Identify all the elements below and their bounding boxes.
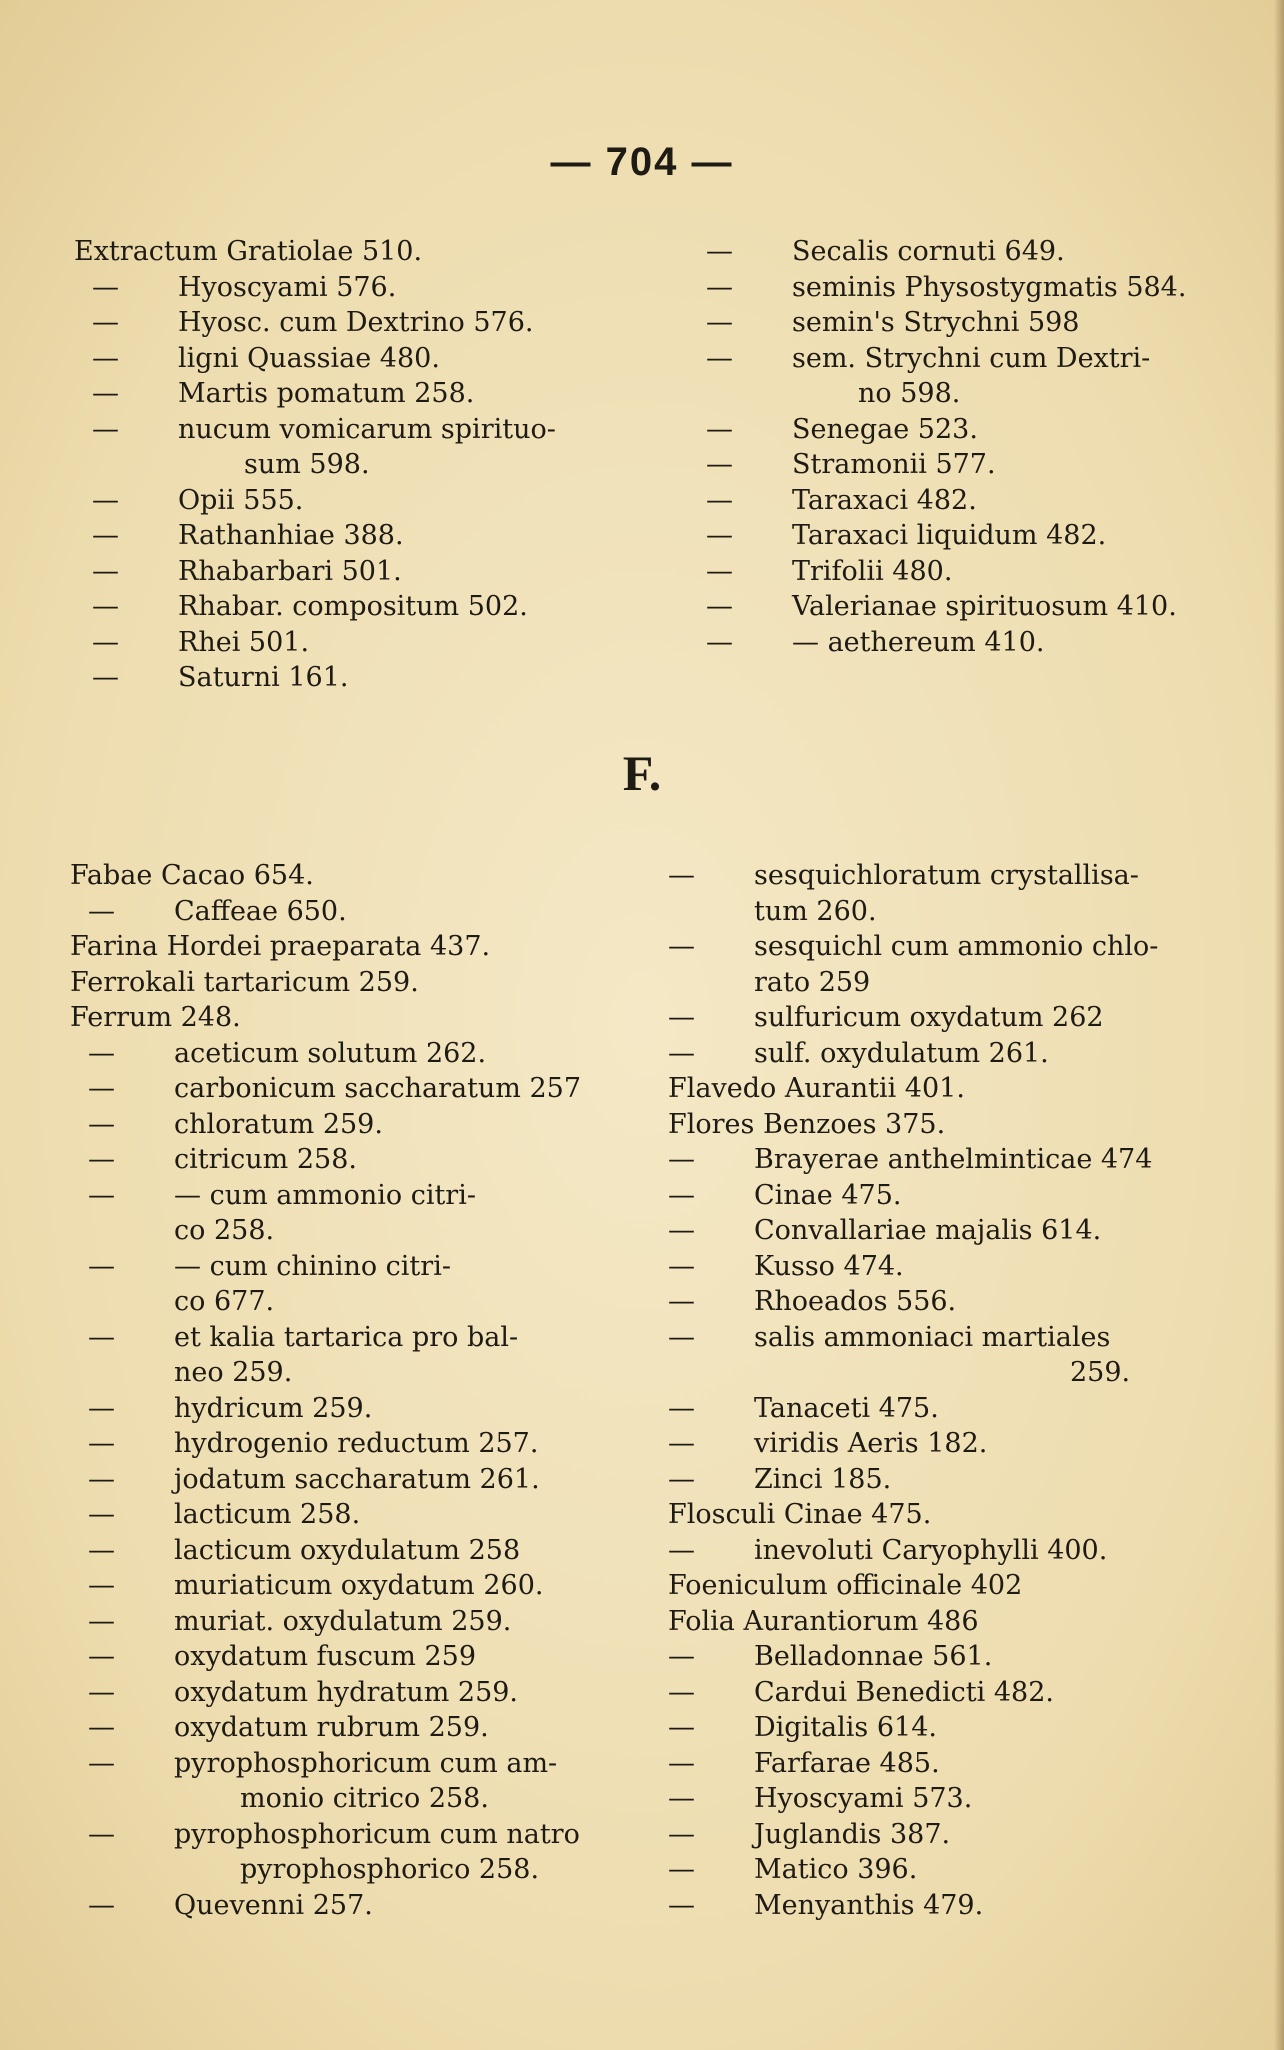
index-line xyxy=(706,270,1192,306)
index-entry-text: lacticum oxydulatum 258 xyxy=(174,1534,521,1566)
index-dash: — xyxy=(92,307,119,338)
index-line xyxy=(70,1675,590,1711)
index-entry-text: sem. Strychni cum Dextri- xyxy=(792,342,1151,374)
index-entry-text: carbonicum saccharatum 257 xyxy=(174,1073,582,1104)
index-line xyxy=(668,965,1192,1001)
index-dash: — xyxy=(92,662,119,693)
index-line xyxy=(668,1284,1192,1320)
index-entry-text: viridis Aeris 182. xyxy=(754,1428,988,1459)
index-entry-text: Quevenni 257. xyxy=(174,1889,373,1921)
index-line xyxy=(668,1852,1192,1888)
index-line xyxy=(668,1036,1192,1072)
index-line xyxy=(706,412,1192,448)
index-dash: — xyxy=(706,236,733,267)
index-dash: — xyxy=(88,1605,115,1637)
page-edge-shadow xyxy=(1274,0,1284,2050)
index-line xyxy=(668,1249,1192,1285)
index-entry-text: Opii 555. xyxy=(178,484,304,516)
index-dash: — xyxy=(668,1712,695,1743)
index-line xyxy=(706,589,1192,625)
index-line xyxy=(70,1852,590,1888)
index-dash: — xyxy=(668,1250,695,1282)
index-line xyxy=(74,234,594,270)
index-line xyxy=(74,625,594,661)
index-line xyxy=(70,1568,590,1604)
index-line xyxy=(668,1426,1192,1462)
column-left-bottom xyxy=(70,858,590,1923)
index-entry-text: muriaticum oxydatum 260. xyxy=(174,1570,544,1601)
index-entry-text: — cum chinino citri- xyxy=(174,1250,451,1282)
index-entry-text: Trifolii 480. xyxy=(792,555,953,587)
index-entry-text: ligni Quassiae 480. xyxy=(178,342,440,374)
index-dash: — xyxy=(668,1641,695,1672)
index-line xyxy=(74,660,594,696)
index-line xyxy=(70,1462,590,1498)
index-dash: — xyxy=(668,1215,695,1246)
index-dash: — xyxy=(92,626,119,658)
index-dash: — xyxy=(668,1179,695,1211)
index-entry-text: Tanaceti 475. xyxy=(754,1392,939,1424)
index-entry-text: Rhabarbari 501. xyxy=(178,555,402,587)
index-line xyxy=(668,1142,1192,1178)
index-dash: — xyxy=(668,1037,695,1069)
index-dash: — xyxy=(706,520,733,551)
index-dash: — xyxy=(668,1676,695,1708)
index-line xyxy=(70,929,590,965)
index-dash: — xyxy=(88,1073,115,1104)
index-dash: — xyxy=(92,413,119,445)
index-entry-text: chloratum 259. xyxy=(174,1108,383,1140)
index-dash: — xyxy=(668,1321,695,1353)
index-dash: — xyxy=(88,1392,115,1424)
index-line xyxy=(668,1568,1192,1604)
index-dash: — xyxy=(88,1712,115,1743)
index-entry-text: Zinci 185. xyxy=(754,1463,892,1495)
index-line xyxy=(706,447,1192,483)
index-entry-text: Saturni 161. xyxy=(178,662,349,693)
index-line xyxy=(668,1781,1192,1817)
index-entry-text: Brayerae anthelminticae 474 xyxy=(754,1144,1153,1175)
index-line xyxy=(74,554,594,590)
index-line xyxy=(70,1000,590,1036)
index-entry-text: muriat. oxydulatum 259. xyxy=(174,1605,512,1637)
index-entry-text: Extractum Gratiolae 510. xyxy=(74,236,423,267)
index-line xyxy=(668,1746,1192,1782)
index-line xyxy=(70,1817,590,1853)
index-entry-text: Folia Aurantiorum 486 xyxy=(668,1605,979,1637)
index-line xyxy=(668,1533,1192,1569)
index-entry-text: salis ammoniaci martiales xyxy=(754,1321,1111,1353)
index-line xyxy=(668,1462,1192,1498)
index-line xyxy=(70,1036,590,1072)
index-entry-text: Valerianae spirituosum 410. xyxy=(792,591,1177,622)
index-line xyxy=(668,858,1192,894)
index-dash: — xyxy=(88,1428,115,1459)
index-dash: — xyxy=(668,1747,695,1779)
index-line xyxy=(74,305,594,341)
index-dash: — xyxy=(668,1534,695,1566)
index-entry-text: Flosculi Cinae 475. xyxy=(668,1499,932,1530)
index-line xyxy=(70,1888,590,1924)
index-dash: — xyxy=(668,860,695,891)
index-entry-text: hydricum 259. xyxy=(174,1392,373,1424)
index-entry-text: Menyanthis 479. xyxy=(754,1889,984,1921)
index-dash: — xyxy=(88,1889,115,1921)
index-entry-text: Hyosc. cum Dextrino 576. xyxy=(178,307,534,338)
index-dash: — xyxy=(668,1854,695,1885)
index-dash: — xyxy=(668,1889,695,1921)
index-entry-text: sulfuricum oxydatum 262 xyxy=(754,1002,1104,1033)
index-entry-text: Ferrum 248. xyxy=(70,1002,241,1033)
index-dash: — xyxy=(88,1641,115,1672)
index-line xyxy=(668,1888,1192,1924)
index-dash: — xyxy=(706,342,733,374)
index-line xyxy=(74,412,594,448)
index-line xyxy=(668,1355,1192,1391)
index-dash: — xyxy=(668,1392,695,1424)
index-dash: — xyxy=(668,1783,695,1814)
column-right-top xyxy=(706,234,1192,660)
index-dash: — xyxy=(668,931,695,962)
index-dash: — xyxy=(706,449,733,480)
index-line xyxy=(668,1639,1192,1675)
index-dash: — xyxy=(706,555,733,587)
index-entry-text: Fabae Cacao 654. xyxy=(70,860,314,891)
index-line xyxy=(70,1071,590,1107)
index-entry-text: Cardui Benedicti 482. xyxy=(754,1676,1054,1708)
index-entry-text: Matico 396. xyxy=(754,1854,918,1885)
index-line xyxy=(70,1533,590,1569)
index-line xyxy=(668,1213,1192,1249)
index-line xyxy=(70,1746,590,1782)
index-line xyxy=(706,341,1192,377)
index-entry-text: Hyoscyami 576. xyxy=(178,271,397,303)
index-dash: — xyxy=(88,1108,115,1140)
index-dash: — xyxy=(92,484,119,516)
index-entry-text: — cum ammonio citri- xyxy=(174,1179,476,1211)
index-line xyxy=(668,1320,1192,1356)
index-entry-text: Flavedo Aurantii 401. xyxy=(668,1073,965,1104)
index-entry-text: no 598. xyxy=(858,378,961,409)
index-line xyxy=(70,1107,590,1143)
index-line xyxy=(668,1817,1192,1853)
index-entry-text: Rhabar. compositum 502. xyxy=(178,591,528,622)
index-line xyxy=(74,270,594,306)
index-line xyxy=(706,483,1192,519)
index-entry-text: Digitalis 614. xyxy=(754,1712,937,1743)
index-dash: — xyxy=(92,342,119,374)
index-line xyxy=(668,1071,1192,1107)
index-entry-text: Caffeae 650. xyxy=(174,895,347,927)
column-right-bottom xyxy=(668,858,1192,1923)
index-dash: — xyxy=(88,1534,115,1566)
index-line xyxy=(706,234,1192,270)
index-entry-text: Flores Benzoes 375. xyxy=(668,1108,946,1140)
index-entry-text: neo 259. xyxy=(174,1357,293,1388)
index-dash: — xyxy=(668,1286,695,1317)
index-dash: — xyxy=(88,895,115,927)
index-entry-text: oxydatum rubrum 259. xyxy=(174,1712,489,1743)
index-entry-text: 259. xyxy=(1070,1357,1131,1388)
index-entry-text: Belladonnae 561. xyxy=(754,1641,993,1672)
index-entry-text: Martis pomatum 258. xyxy=(178,378,475,409)
index-dash: — xyxy=(88,1463,115,1495)
index-entry-text: inevoluti Caryophylli 400. xyxy=(754,1534,1108,1566)
index-entry-text: aceticum solutum 262. xyxy=(174,1037,487,1069)
index-dash: — xyxy=(706,484,733,516)
index-entry-text: Rathanhiae 388. xyxy=(178,520,404,551)
index-entry-text: — aethereum 410. xyxy=(792,626,1045,658)
index-entry-text: Hyoscyami 573. xyxy=(754,1783,973,1814)
index-line xyxy=(70,1249,590,1285)
index-line xyxy=(70,1497,590,1533)
index-entry-text: pyrophosphoricum cum am- xyxy=(174,1747,558,1779)
index-entry-text: Farfarae 485. xyxy=(754,1747,940,1779)
index-line xyxy=(668,929,1192,965)
index-dash: — xyxy=(88,1144,115,1175)
index-dash: — xyxy=(668,1144,695,1175)
index-line xyxy=(706,305,1192,341)
index-entry-text: co 258. xyxy=(174,1215,275,1246)
index-line xyxy=(70,1639,590,1675)
index-dash: — xyxy=(706,307,733,338)
index-entry-text: Cinae 475. xyxy=(754,1179,902,1211)
index-line xyxy=(70,1781,590,1817)
index-line xyxy=(70,1604,590,1640)
index-line xyxy=(70,1213,590,1249)
index-entry-text: Juglandis 387. xyxy=(754,1818,951,1850)
index-entry-text: Ferrokali tartaricum 259. xyxy=(70,966,419,998)
index-entry-text: sesquichl cum ammonio chlo- xyxy=(754,931,1159,962)
section-letter: F. xyxy=(622,745,662,801)
index-line xyxy=(668,1178,1192,1214)
index-dash: — xyxy=(88,1179,115,1211)
index-line xyxy=(70,1355,590,1391)
index-entry-text: semin's Strychni 598 xyxy=(792,307,1080,338)
index-line xyxy=(70,1142,590,1178)
index-entry-text: monio citrico 258. xyxy=(240,1783,489,1814)
index-dash: — xyxy=(88,1250,115,1282)
index-line xyxy=(706,554,1192,590)
index-line xyxy=(74,447,594,483)
index-entry-text: Farina Hordei praeparata 437. xyxy=(70,931,491,962)
index-entry-text: Foeniculum officinale 402 xyxy=(668,1570,1023,1601)
index-entry-text: sesquichloratum crystallisa- xyxy=(754,860,1139,891)
index-line xyxy=(668,1710,1192,1746)
index-dash: — xyxy=(668,1818,695,1850)
index-dash: — xyxy=(92,271,119,303)
index-line xyxy=(668,1604,1192,1640)
index-line xyxy=(70,1284,590,1320)
index-dash: — xyxy=(706,271,733,303)
index-entry-text: jodatum saccharatum 261. xyxy=(174,1463,540,1495)
index-line xyxy=(70,894,590,930)
index-dash: — xyxy=(668,1002,695,1033)
index-entry-text: hydrogenio reductum 257. xyxy=(174,1428,539,1459)
index-line xyxy=(74,376,594,412)
index-entry-text: sulf. oxydulatum 261. xyxy=(754,1037,1049,1069)
index-dash: — xyxy=(88,1037,115,1069)
index-entry-text: seminis Physostygmatis 584. xyxy=(792,271,1187,303)
index-line xyxy=(74,483,594,519)
index-line xyxy=(668,1391,1192,1427)
column-left-top xyxy=(74,234,594,696)
index-entry-text: pyrophosphorico 258. xyxy=(240,1854,540,1885)
index-entry-text: tum 260. xyxy=(754,895,877,927)
index-dash: — xyxy=(88,1747,115,1779)
index-entry-text: rato 259 xyxy=(754,966,871,998)
index-dash: — xyxy=(88,1818,115,1850)
index-dash: — xyxy=(92,555,119,587)
index-entry-text: Senegae 523. xyxy=(792,413,978,445)
index-entry-text: oxydatum fuscum 259 xyxy=(174,1641,477,1672)
index-entry-text: nucum vomicarum spirituo- xyxy=(178,413,556,445)
index-line xyxy=(70,1710,590,1746)
index-dash: — xyxy=(668,1463,695,1495)
index-entry-text: lacticum 258. xyxy=(174,1499,361,1530)
index-dash: — xyxy=(92,378,119,409)
index-line xyxy=(668,1675,1192,1711)
index-entry-text: co 677. xyxy=(174,1286,275,1317)
index-entry-text: Taraxaci 482. xyxy=(792,484,977,516)
index-line xyxy=(70,965,590,1001)
index-dash: — xyxy=(88,1321,115,1353)
index-line xyxy=(668,1497,1192,1533)
index-dash: — xyxy=(668,1428,695,1459)
index-entry-text: Secalis cornuti 649. xyxy=(792,236,1065,267)
index-entry-text: Rhei 501. xyxy=(178,626,310,658)
index-dash: — xyxy=(88,1499,115,1530)
index-line xyxy=(70,1178,590,1214)
index-entry-text: oxydatum hydratum 259. xyxy=(174,1676,519,1708)
index-dash: — xyxy=(706,413,733,445)
index-line xyxy=(668,894,1192,930)
index-line xyxy=(74,341,594,377)
index-dash: — xyxy=(88,1570,115,1601)
index-entry-text: sum 598. xyxy=(244,449,370,480)
index-entry-text: Kusso 474. xyxy=(754,1250,904,1282)
index-dash: — xyxy=(706,591,733,622)
index-dash: — xyxy=(92,520,119,551)
index-line xyxy=(70,1391,590,1427)
index-line xyxy=(70,858,590,894)
index-line xyxy=(668,1107,1192,1143)
index-line xyxy=(70,1320,590,1356)
page-number: — 704 — xyxy=(550,140,734,184)
index-dash: — xyxy=(88,1676,115,1708)
index-entry-text: Convallariae majalis 614. xyxy=(754,1215,1102,1246)
index-line xyxy=(668,1000,1192,1036)
index-entry-text: et kalia tartarica pro bal- xyxy=(174,1321,519,1353)
index-entry-text: pyrophosphoricum cum natro xyxy=(174,1818,580,1850)
index-dash: — xyxy=(92,591,119,622)
index-line xyxy=(74,589,594,625)
index-dash: — xyxy=(706,626,733,658)
index-line xyxy=(706,518,1192,554)
index-line xyxy=(74,518,594,554)
index-line xyxy=(706,376,1192,412)
index-line xyxy=(70,1426,590,1462)
index-entry-text: Stramonii 577. xyxy=(792,449,996,480)
index-line xyxy=(706,625,1192,661)
index-entry-text: Taraxaci liquidum 482. xyxy=(792,520,1107,551)
index-entry-text: citricum 258. xyxy=(174,1144,357,1175)
index-entry-text: Rhoeados 556. xyxy=(754,1286,957,1317)
